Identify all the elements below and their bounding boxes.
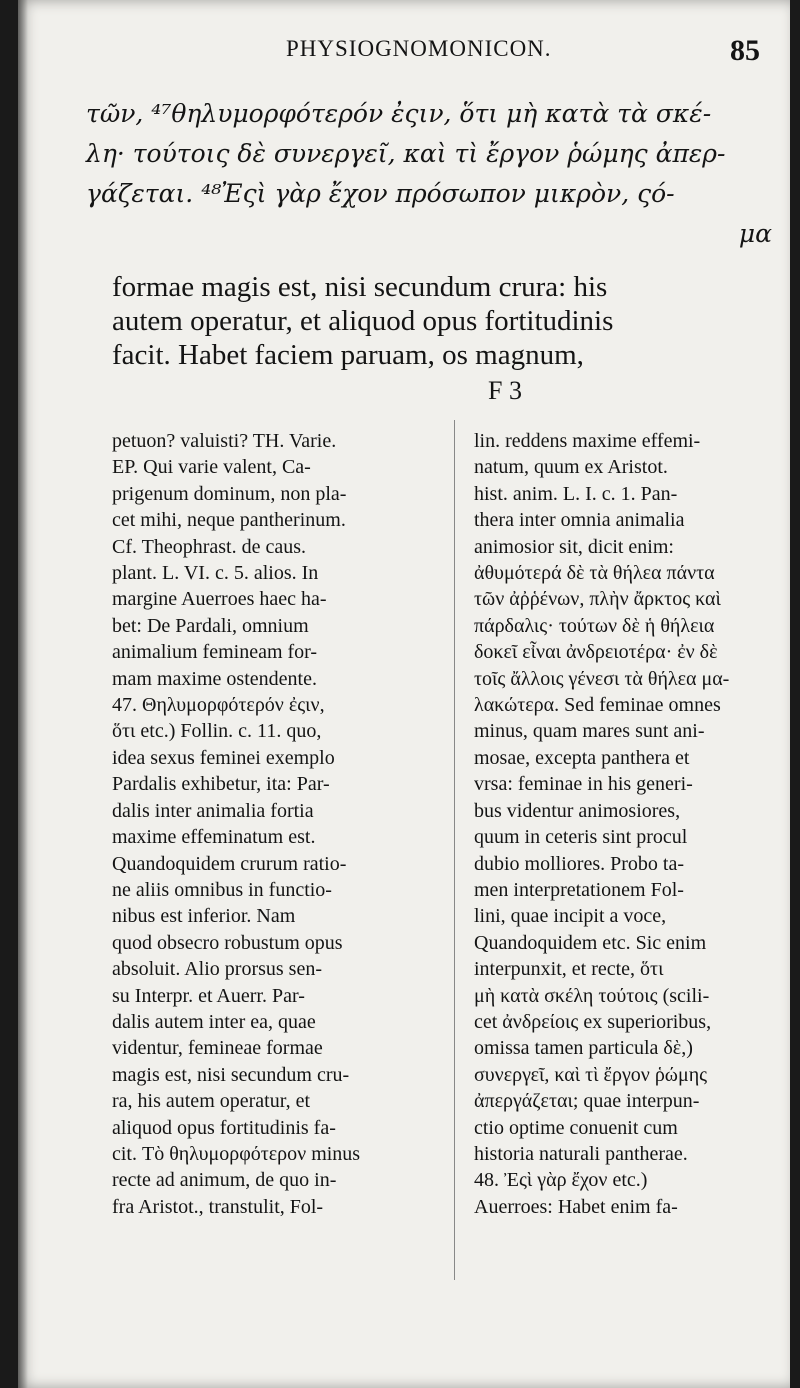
commentary-line: bus videntur animosiores,	[474, 799, 681, 822]
latin-line: autem operatur, et aliquod opus fortitudinis	[112, 305, 614, 337]
commentary-line: πάρδαλις· τούτων δὲ ἡ θήλεια	[474, 614, 715, 637]
greek-line: γάζεται. ⁴⁸Ἐςὶ γὰρ ἔχον πρόσωπον μικρὸν, ςό-	[86, 179, 675, 208]
commentary-line: dubio molliores. Probo ta-	[474, 852, 684, 875]
commentary-line: magis est, nisi secundum cru-	[112, 1063, 350, 1086]
commentary-line: prigenum dominum, non pla-	[112, 482, 347, 505]
commentary-line: maxime effeminatum est.	[112, 826, 316, 849]
commentary-line: mam maxime ostendente.	[112, 667, 317, 690]
commentary-line: recte ad animum, de quo in-	[112, 1169, 337, 1192]
commentary-line: ra, his autem operatur, et	[112, 1090, 311, 1113]
commentary-line: animosior sit, dicit enim:	[474, 535, 674, 558]
commentary-line: τοῖς ἄλλοις γένεσι τὰ θήλεα μα-	[474, 667, 730, 690]
commentary-line: Cf. Theophrast. de caus.	[112, 535, 307, 558]
commentary-line: minus, quam mares sunt ani-	[474, 720, 705, 743]
commentary-line: natum, quum ex Aristot.	[474, 456, 668, 479]
commentary-line: margine Auerroes haec ha-	[112, 588, 327, 611]
commentary-line: men interpretationem Fol-	[474, 878, 684, 901]
commentary-line: Pardalis exhibetur, ita: Par-	[112, 773, 330, 796]
commentary-line: dalis autem inter ea, quae	[112, 1010, 316, 1033]
commentary-line: su Interpr. et Auerr. Par-	[112, 984, 305, 1007]
greek-line: τῶν, ⁴⁷θηλυμορφότερόν ἐςιν, ὅτι μὴ κατὰ τὰ σκέ-	[86, 99, 712, 128]
commentary-line: thera inter omnia animalia	[474, 509, 685, 532]
commentary-line: videntur, femineae formae	[112, 1037, 323, 1060]
commentary-line: Quandoquidem etc. Sic enim	[474, 931, 707, 954]
greek-text-block	[86, 94, 776, 254]
commentary-line: ὅτι etc.) Follin. c. 11. quo,	[112, 720, 322, 743]
commentary-line: quod obsecro robustum opus	[112, 931, 343, 954]
signature-mark: F 3	[488, 376, 522, 405]
binding-shadow	[18, 0, 28, 1388]
commentary-line: Quandoquidem crurum ratio-	[112, 852, 347, 875]
commentary-line: 47. Θηλυμορφότερόν ἐςιν,	[112, 694, 325, 717]
commentary-line: τῶν ἀῤῥένων, πλὴν ἄρκτος καὶ	[474, 588, 721, 611]
commentary-line: vrsa: feminae in his generi-	[474, 773, 693, 796]
running-title: PHYSIOGNOMONICON.	[286, 36, 552, 61]
page-number: 85	[730, 34, 760, 67]
commentary-line: lin. reddens maxime effemi-	[474, 430, 701, 452]
book-page	[18, 0, 790, 1388]
commentary-line: omissa tamen particula δὲ,)	[474, 1037, 693, 1060]
commentary-line: nibus est inferior. Nam	[112, 905, 296, 928]
greek-line: λη· τούτοις δὲ συνεργεῖ, καὶ τὶ ἔργον ῥώμης ἀπερ-	[86, 139, 726, 168]
commentary-line: λακώτερα. Sed feminae omnes	[474, 694, 721, 717]
commentary-line: hist. anim. L. I. c. 1. Pan-	[474, 482, 678, 505]
commentary-line: ne aliis omnibus in functio-	[112, 878, 332, 901]
right-commentary-column	[474, 428, 780, 1220]
commentary-line: συνεργεῖ, καὶ τὶ ἔργον ῥώμης	[474, 1063, 708, 1086]
commentary-line: 48. Ἐςὶ γὰρ ἔχον etc.)	[474, 1169, 648, 1192]
commentary-line: bet: De Pardali, omnium	[112, 614, 309, 637]
commentary-line: petuon? valuisti? TH. Varie.	[112, 430, 337, 452]
commentary-line: dalis inter animalia fortia	[112, 799, 314, 822]
latin-line: facit. Habet faciem paruam, os magnum,	[112, 339, 584, 371]
commentary-line: δοκεῖ εἶναι ἀνδρειοτέρα· ἐν δὲ	[474, 641, 718, 664]
page-header	[18, 34, 790, 74]
commentary-line: ἀθυμότερά δὲ τὰ θήλεα πάντα	[474, 562, 715, 585]
commentary-line: historia naturali pantherae.	[474, 1142, 688, 1165]
latin-line: formae magis est, nisi secundum crura: his	[112, 271, 608, 303]
commentary-line: EP. Qui varie valent, Ca-	[112, 456, 311, 479]
commentary-line: idea sexus feminei exemplo	[112, 746, 335, 769]
commentary-line: fra Aristot., transtulit, Fol-	[112, 1195, 324, 1218]
commentary-line: interpunxit, et recte, ὅτι	[474, 958, 664, 981]
commentary-line: mosae, excepta panthera et	[474, 746, 690, 769]
commentary-line: cet mihi, neque pantherinum.	[112, 509, 346, 532]
commentary-line: quum in ceteris sint procul	[474, 826, 688, 849]
left-commentary-column	[112, 428, 442, 1220]
commentary-line: ctio optime conuenit cum	[474, 1116, 678, 1139]
commentary-line: absoluit. Alio prorsus sen-	[112, 958, 322, 981]
commentary-line: ἀπεργάζεται; quae interpun-	[474, 1090, 700, 1113]
commentary-line: lini, quae incipit a voce,	[474, 905, 667, 928]
commentary-line: Auerroes: Habet enim fa-	[474, 1195, 678, 1218]
commentary-line: cit. Τὸ θηλυμορφότερον minus	[112, 1142, 361, 1165]
commentary-line: animalium femineam for-	[112, 641, 318, 664]
column-divider	[454, 420, 455, 1280]
greek-line: μα	[738, 219, 772, 248]
commentary-line: μὴ κατὰ σκέλη τούτοις (scili-	[474, 984, 710, 1007]
commentary-line: cet ἀνδρείοις ex superioribus,	[474, 1010, 712, 1033]
latin-translation-block	[112, 270, 776, 372]
commentary-line: aliquod opus fortitudinis fa-	[112, 1116, 336, 1139]
commentary-line: plant. L. VI. c. 5. alios. In	[112, 562, 319, 585]
